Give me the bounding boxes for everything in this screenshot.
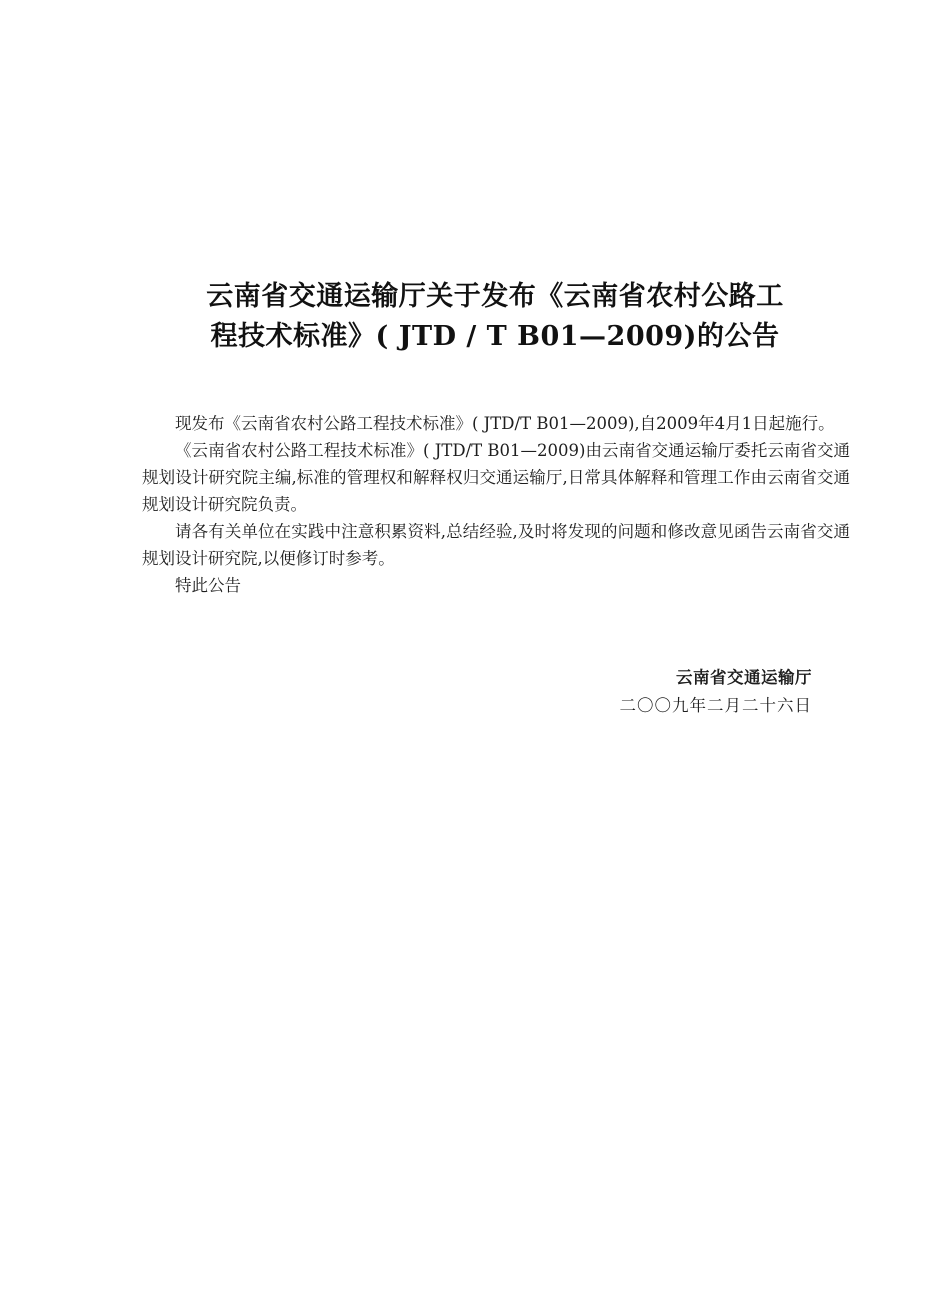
notice-body: [142, 410, 850, 599]
issue-date: 二〇〇九年二月二十六日: [619, 696, 812, 715]
notice-title: [140, 277, 850, 357]
signature-block: [620, 664, 813, 720]
paragraph-responsibility: 《云南省农村公路工程技术标准》( JTD/T B01—2009)由云南省交通运输厅委托云南省交通规划设计研究院主编,标准的管理权和解释权归交通运输厅,日常具体解释和管理工作由云南省交通规划设计研究院负责。: [142, 441, 850, 514]
notice-title-line-2: 程技术标准》( JTD / T B01—2009)的公告: [210, 321, 780, 352]
paragraph-publication: 现发布《云南省农村公路工程技术标准》( JTD/T B01—2009),自2009年4月1日起施行。: [175, 414, 835, 433]
notice-title-line-1: 云南省交通运输厅关于发布《云南省农村公路工: [206, 281, 784, 312]
paragraph-feedback: 请各有关单位在实践中注意积累资料,总结经验,及时将发现的问题和修改意见函告云南省交通规划设计研究院,以便修订时参考。: [142, 522, 850, 568]
paragraph-closing: 特此公告: [175, 576, 241, 595]
issuer-name: 云南省交通运输厅: [676, 668, 812, 687]
